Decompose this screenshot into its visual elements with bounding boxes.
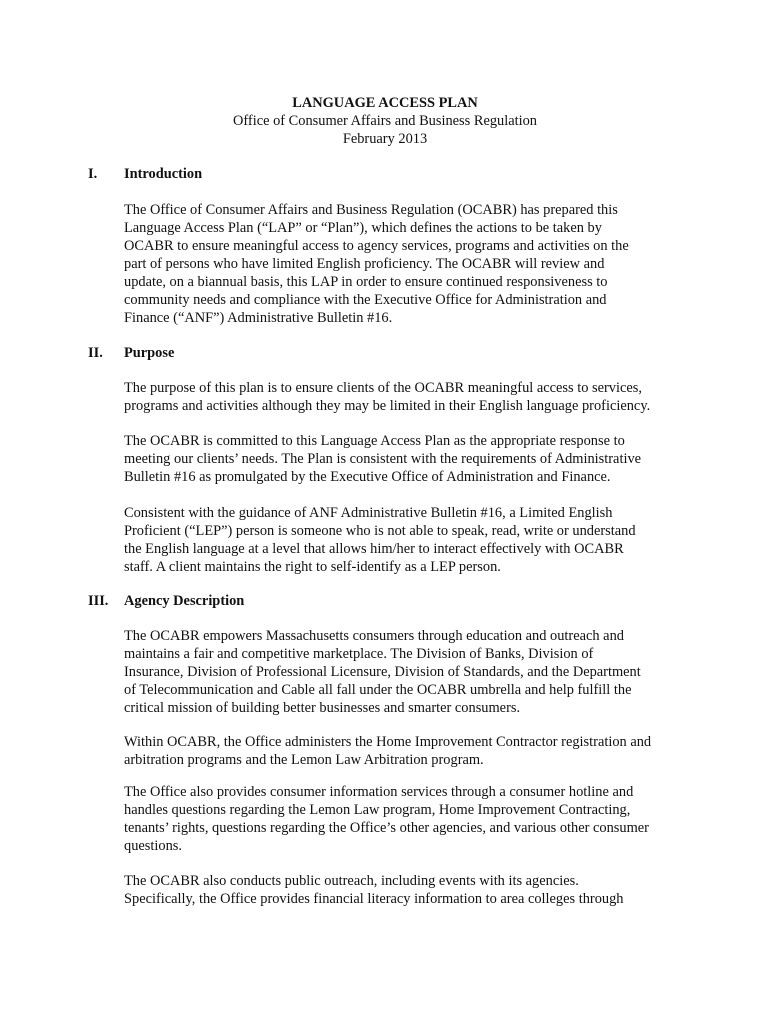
paragraph-agency-4 — [124, 872, 684, 908]
section-numeral: II. — [88, 345, 103, 361]
text-line: the English language at a level that allows him/her to interact effectively with OCABR — [124, 541, 624, 557]
text-line: update, on a biannual basis, this LAP in order to ensure continued responsiveness to — [124, 274, 608, 290]
text-line: questions. — [124, 838, 182, 854]
text-line: programs and activities although they may be limited in their English language proficiency. — [124, 398, 651, 414]
text-line: The purpose of this plan is to ensure clients of the OCABR meaningful access to services, — [124, 380, 642, 396]
text-line: Insurance, Division of Professional Licensure, Division of Standards, and the Department — [124, 664, 641, 680]
document-subtitle: Office of Consumer Affairs and Business Regulation — [232, 113, 538, 129]
document-header — [0, 94, 770, 148]
paragraph-purpose-2 — [124, 432, 684, 486]
text-line: maintains a fair and competitive marketplace. The Division of Banks, Division of — [124, 646, 594, 662]
text-line: of Telecommunication and Cable all fall under the OCABR umbrella and help fulfill the — [124, 682, 632, 698]
text-line: Language Access Plan (“LAP” or “Plan”), which defines the actions to be taken by — [124, 220, 602, 236]
section-title: Purpose — [124, 345, 175, 361]
section-numeral: I. — [88, 166, 98, 182]
text-line: arbitration programs and the Lemon Law Arbitration program. — [124, 752, 484, 768]
text-line: Proficient (“LEP”) person is someone who is not able to speak, read, write or understand — [124, 523, 636, 539]
text-line: The Office also provides consumer information services through a consumer hotline and — [124, 784, 634, 800]
text-line: The OCABR empowers Massachusetts consumers through education and outreach and — [124, 628, 624, 644]
text-line: community needs and compliance with the Executive Office for Administration and — [124, 292, 607, 308]
paragraph-purpose-1 — [124, 379, 684, 415]
text-line: The OCABR also conducts public outreach, including events with its agencies. — [124, 873, 579, 889]
text-line: meeting our clients’ needs. The Plan is consistent with the requirements of Administrative — [124, 451, 642, 467]
text-line: Specifically, the Office provides financial literacy information to area colleges through — [124, 891, 624, 907]
paragraph-introduction — [124, 201, 684, 327]
text-line: staff. A client maintains the right to self-identify as a LEP person. — [124, 559, 501, 575]
text-line: Consistent with the guidance of ANF Administrative Bulletin #16, a Limited English — [124, 505, 613, 521]
paragraph-agency-1 — [124, 627, 684, 717]
text-line: critical mission of building better businesses and smarter consumers. — [124, 700, 521, 716]
text-line: handles questions regarding the Lemon Law program, Home Improvement Contracting, — [124, 802, 631, 818]
document-title: LANGUAGE ACCESS PLAN — [292, 95, 478, 111]
paragraph-purpose-3 — [124, 504, 684, 576]
text-line: Bulletin #16 as promulgated by the Executive Office of Administration and Finance. — [124, 469, 611, 485]
section-numeral: III. — [88, 593, 109, 609]
document-date: February 2013 — [342, 131, 428, 147]
paragraph-agency-2 — [124, 733, 684, 769]
text-line: The Office of Consumer Affairs and Business Regulation (OCABR) has prepared this — [124, 202, 618, 218]
text-line: The OCABR is committed to this Language Access Plan as the appropriate response to — [124, 433, 625, 449]
text-line: part of persons who have limited English proficiency. The OCABR will review and — [124, 256, 605, 272]
text-line: Finance (“ANF”) Administrative Bulletin #16. — [124, 310, 393, 326]
section-title: Agency Description — [124, 593, 245, 609]
text-line: Within OCABR, the Office administers the Home Improvement Contractor registration and — [124, 734, 652, 750]
text-line: OCABR to ensure meaningful access to agency services, programs and activities on the — [124, 238, 629, 254]
section-title: Introduction — [124, 166, 203, 182]
paragraph-agency-3 — [124, 783, 684, 855]
text-line: tenants’ rights, questions regarding the Office’s other agencies, and various other consumer — [124, 820, 649, 836]
